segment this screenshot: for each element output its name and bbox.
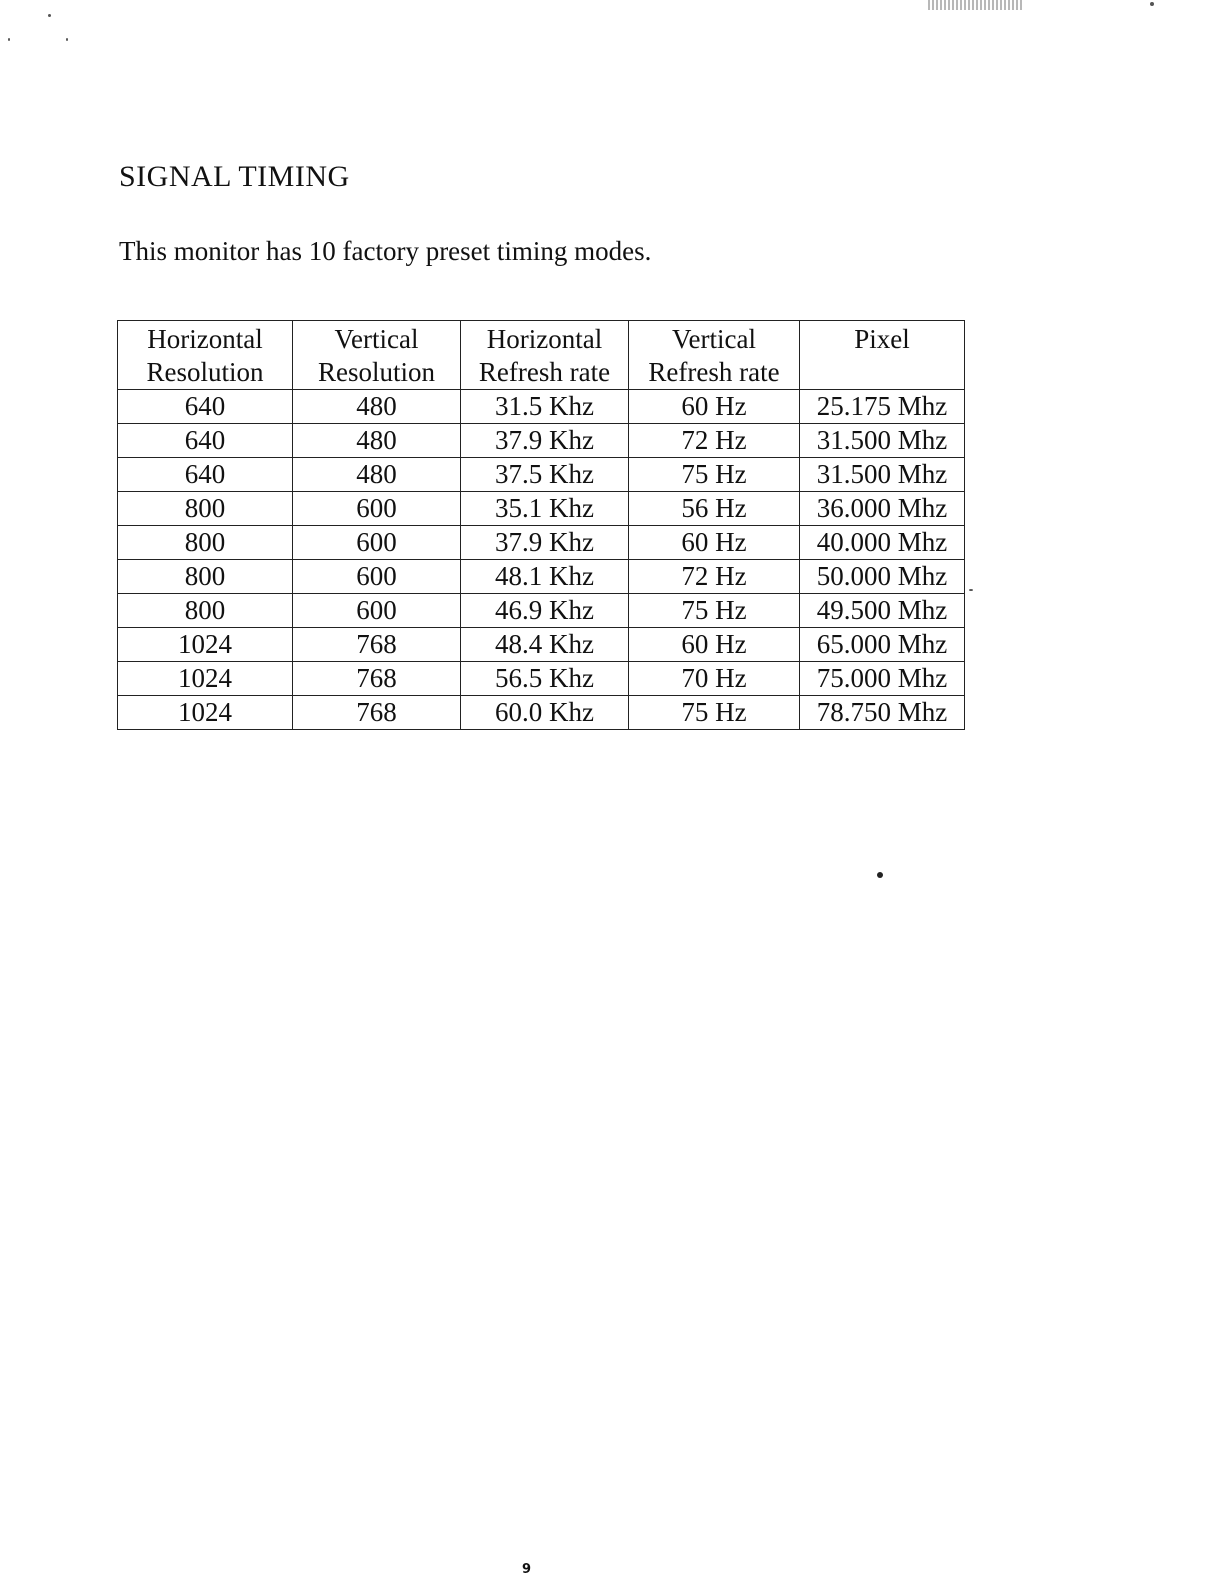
cell-horizontal-refresh-rate: 37.5 Khz xyxy=(461,458,629,492)
cell-horizontal-refresh-rate: 56.5 Khz xyxy=(461,662,629,696)
cell-horizontal-refresh-rate: 37.9 Khz xyxy=(461,526,629,560)
cell-vertical-resolution: 768 xyxy=(293,696,461,730)
header-line: Resolution xyxy=(146,357,264,387)
cell-horizontal-resolution: 800 xyxy=(118,560,293,594)
cell-vertical-refresh-rate: 60 Hz xyxy=(629,526,800,560)
cell-vertical-resolution: 600 xyxy=(293,560,461,594)
cell-vertical-refresh-rate: 56 Hz xyxy=(629,492,800,526)
cell-vertical-resolution: 600 xyxy=(293,594,461,628)
cell-horizontal-resolution: 800 xyxy=(118,526,293,560)
cell-vertical-resolution: 768 xyxy=(293,662,461,696)
table-row xyxy=(118,628,965,662)
cell-vertical-refresh-rate: 70 Hz xyxy=(629,662,800,696)
cell-horizontal-refresh-rate: 31.5 Khz xyxy=(461,390,629,424)
cell-pixel: 50.000 Mhz xyxy=(800,560,965,594)
cell-horizontal-refresh-rate: 48.1 Khz xyxy=(461,560,629,594)
signal-timing-table xyxy=(117,320,965,730)
cell-horizontal-resolution: 1024 xyxy=(118,628,293,662)
cell-vertical-resolution: 480 xyxy=(293,458,461,492)
cell-vertical-refresh-rate: 60 Hz xyxy=(629,628,800,662)
scan-artifact-dot xyxy=(48,14,51,17)
cell-horizontal-resolution: 640 xyxy=(118,458,293,492)
cell-vertical-refresh-rate: 75 Hz xyxy=(629,696,800,730)
table-row xyxy=(118,594,965,628)
table-row xyxy=(118,662,965,696)
scan-artifact-header xyxy=(928,0,1023,10)
header-line: Pixel xyxy=(854,324,910,354)
table-row xyxy=(118,696,965,730)
cell-pixel: 25.175 Mhz xyxy=(800,390,965,424)
cell-vertical-resolution: 480 xyxy=(293,390,461,424)
header-pixel xyxy=(800,321,965,390)
cell-vertical-refresh-rate: 72 Hz xyxy=(629,560,800,594)
table-row xyxy=(118,390,965,424)
scan-artifact-dot xyxy=(8,38,10,41)
cell-horizontal-refresh-rate: 48.4 Khz xyxy=(461,628,629,662)
header-line: Vertical xyxy=(334,324,419,354)
table-row xyxy=(118,458,965,492)
page-title: SIGNAL TIMING xyxy=(119,160,350,193)
cell-pixel: 31.500 Mhz xyxy=(800,458,965,492)
cell-vertical-refresh-rate: 75 Hz xyxy=(629,594,800,628)
header-line: Refresh rate xyxy=(478,357,611,387)
page-number: 9 xyxy=(522,1562,532,1577)
cell-pixel: 78.750 Mhz xyxy=(800,696,965,730)
cell-vertical-resolution: 768 xyxy=(293,628,461,662)
table-row xyxy=(118,424,965,458)
cell-horizontal-refresh-rate: 46.9 Khz xyxy=(461,594,629,628)
intro-paragraph: This monitor has 10 factory preset timing modes. xyxy=(119,236,652,266)
scan-artifact-dot xyxy=(969,589,973,591)
cell-vertical-resolution: 480 xyxy=(293,424,461,458)
cell-vertical-resolution: 600 xyxy=(293,492,461,526)
table-row xyxy=(118,526,965,560)
cell-vertical-resolution: 600 xyxy=(293,526,461,560)
scan-artifact-dot xyxy=(1150,2,1154,6)
cell-horizontal-resolution: 1024 xyxy=(118,696,293,730)
table-header-row xyxy=(118,321,965,390)
header-line: Horizontal xyxy=(486,324,603,354)
header-line: Horizontal xyxy=(147,324,263,354)
header-line: Resolution xyxy=(317,357,435,387)
header-vertical-refresh-rate xyxy=(629,321,800,390)
cell-pixel: 75.000 Mhz xyxy=(800,662,965,696)
cell-horizontal-refresh-rate: 37.9 Khz xyxy=(461,424,629,458)
cell-horizontal-refresh-rate: 35.1 Khz xyxy=(461,492,629,526)
cell-horizontal-resolution: 800 xyxy=(118,594,293,628)
scan-artifact-dot xyxy=(877,872,883,878)
cell-pixel: 36.000 Mhz xyxy=(800,492,965,526)
header-line: Vertical xyxy=(672,324,756,354)
cell-pixel: 31.500 Mhz xyxy=(800,424,965,458)
header-horizontal-resolution xyxy=(118,321,293,390)
cell-horizontal-resolution: 640 xyxy=(118,424,293,458)
cell-horizontal-refresh-rate: 60.0 Khz xyxy=(461,696,629,730)
cell-horizontal-resolution: 640 xyxy=(118,390,293,424)
cell-horizontal-resolution: 1024 xyxy=(118,662,293,696)
header-horizontal-refresh-rate xyxy=(461,321,629,390)
cell-horizontal-resolution: 800 xyxy=(118,492,293,526)
cell-vertical-refresh-rate: 72 Hz xyxy=(629,424,800,458)
scan-artifact-dot xyxy=(66,38,68,41)
cell-pixel: 49.500 Mhz xyxy=(800,594,965,628)
table-row xyxy=(118,492,965,526)
cell-pixel: 65.000 Mhz xyxy=(800,628,965,662)
cell-pixel: 40.000 Mhz xyxy=(800,526,965,560)
table-row xyxy=(118,560,965,594)
cell-vertical-refresh-rate: 75 Hz xyxy=(629,458,800,492)
header-vertical-resolution xyxy=(293,321,461,390)
cell-vertical-refresh-rate: 60 Hz xyxy=(629,390,800,424)
header-line: Refresh rate xyxy=(648,357,780,387)
